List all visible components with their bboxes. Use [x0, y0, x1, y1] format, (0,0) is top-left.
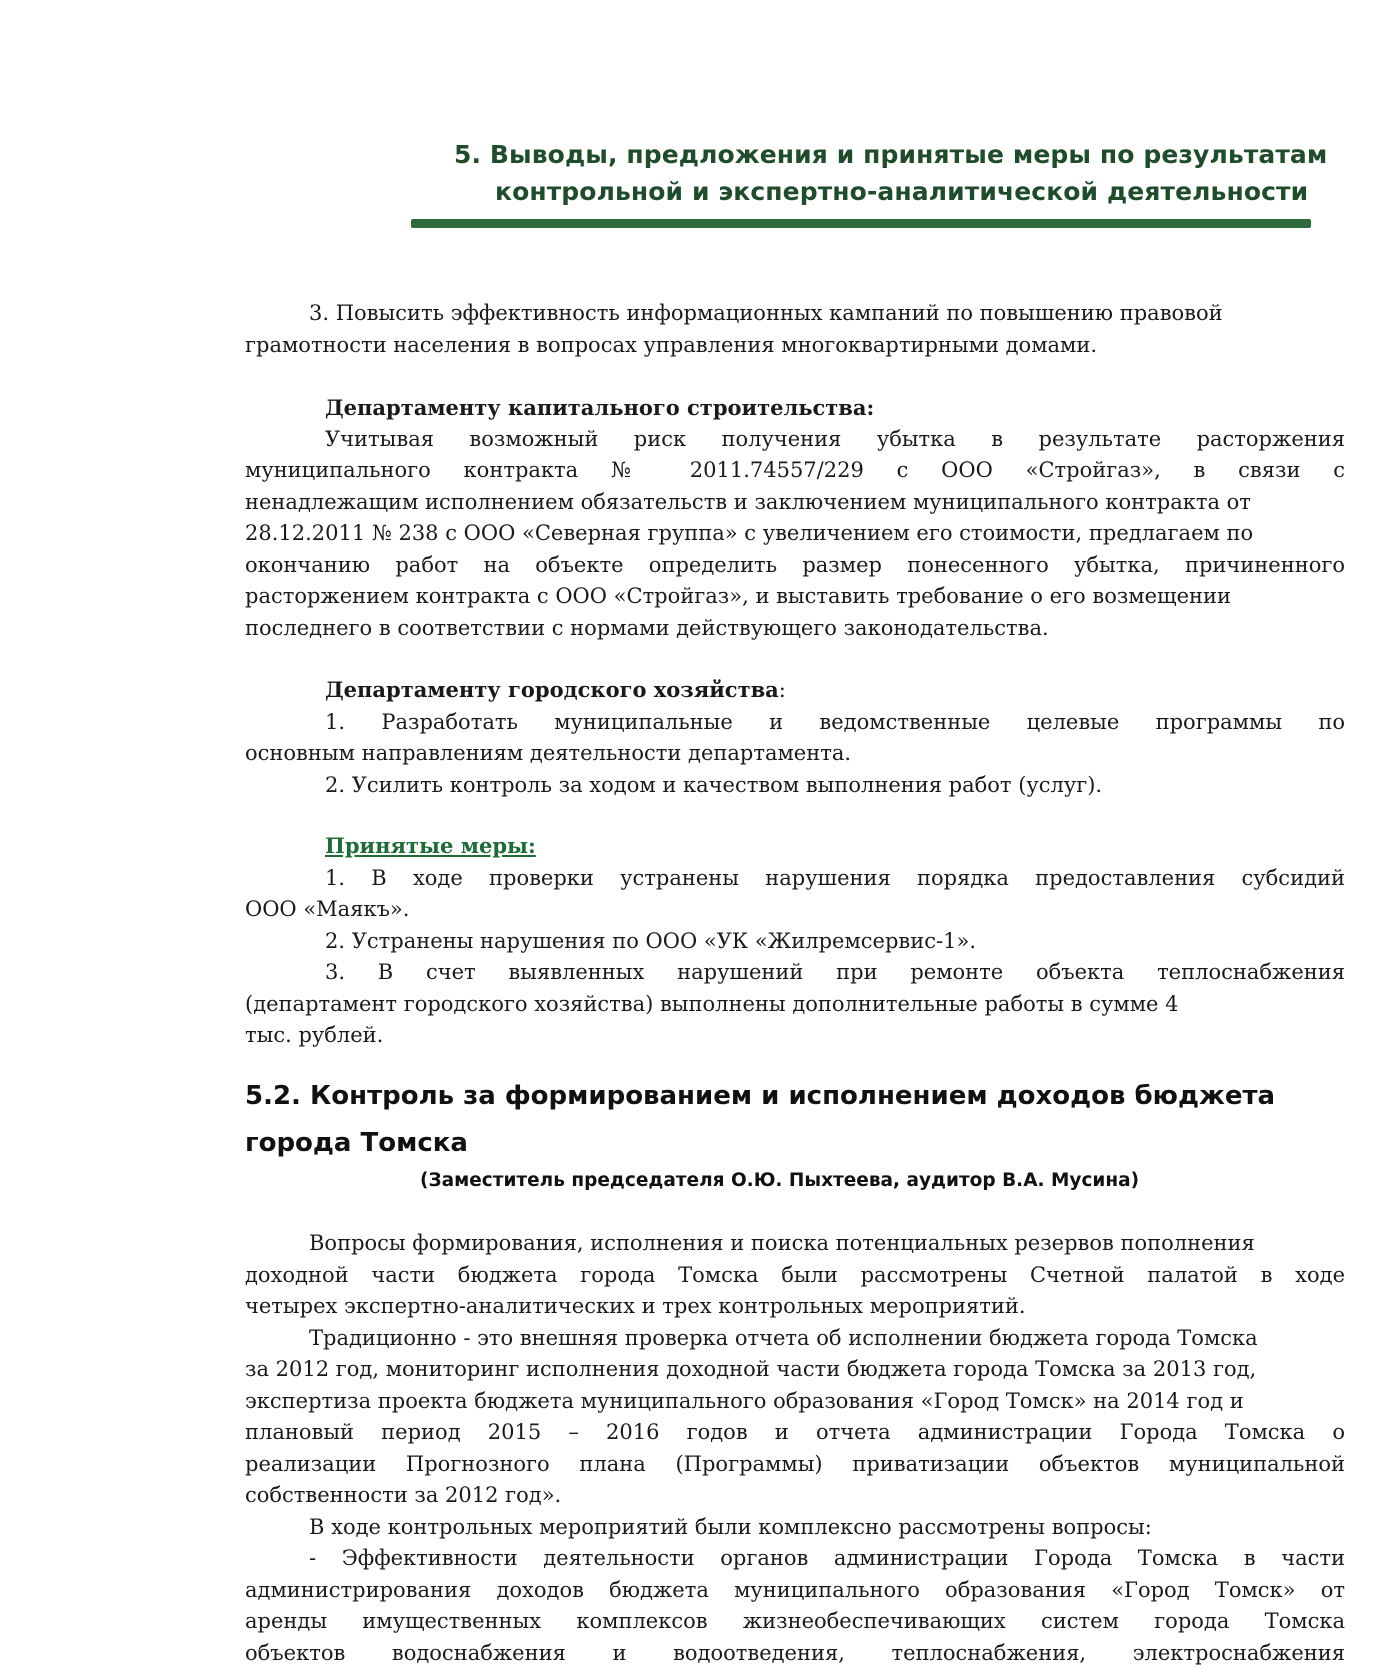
text-line: окончанию работ на объекте определить размер понесенного убытка, причиненного	[245, 550, 1345, 582]
text-line: 3. Повысить эффективность информационных кампаний по повышению правовой	[245, 298, 1345, 330]
text-line: 1. Разработать муниципальные и ведомственные целевые программы по	[245, 707, 1345, 739]
text-line: объектов водоснабжения и водоотведения, теплоснабжения, электроснабжения	[245, 1638, 1345, 1669]
text-line: последнего в соответствии с нормами действующего законодательства.	[245, 613, 1345, 645]
text-line: грамотности населения в вопросах управления многоквартирными домами.	[245, 330, 1345, 362]
text-line: 2. Усилить контроль за ходом и качеством выполнения работ (услуг).	[245, 770, 1345, 802]
text-line: расторжением контракта с ООО «Стройгаз», и выставить требование о его возмещении	[245, 581, 1345, 613]
department-heading-line	[245, 674, 1345, 707]
text-line: ООО «Маякъ».	[245, 894, 1345, 926]
text-line: Традиционно - это внешняя проверка отчета об исполнении бюджета города Томска	[245, 1323, 1345, 1355]
department-heading: Департаменту городского хозяйства	[325, 677, 779, 702]
text-line: ненадлежащим исполнением обязательств и заключением муниципального контракта от	[245, 487, 1345, 519]
measures-heading: Принятые меры:	[325, 833, 536, 858]
section-city-economy	[245, 674, 1345, 801]
text-line: четырех экспертно-аналитических и трех контрольных мероприятий.	[245, 1291, 1345, 1323]
text-line: В ходе контрольных мероприятий были комплексно рассмотрены вопросы:	[245, 1512, 1345, 1544]
chapter-title-line-1: 5. Выводы, предложения и принятые меры по результатам	[454, 140, 1354, 169]
section-measures-taken	[245, 830, 1345, 1052]
section-title: 5.2. Контроль за формированием и исполнением доходов бюджета города Томска	[245, 1073, 1295, 1167]
heading-colon: :	[779, 678, 786, 702]
department-heading: Департаменту капитального строительства:	[245, 392, 1345, 424]
text-line: тыс. рублей.	[245, 1020, 1345, 1052]
text-line: аренды имущественных комплексов жизнеобеспечивающих систем города Томска	[245, 1606, 1345, 1638]
text-line: 2. Устранены нарушения по ООО «УК «Жилремсервис-1».	[245, 926, 1345, 958]
text-line: за 2012 год, мониторинг исполнения доходной части бюджета города Томска за 2013 год,	[245, 1354, 1345, 1386]
text-line: 28.12.2011 № 238 с ООО «Северная группа» с увеличением его стоимости, предлагаем по	[245, 518, 1345, 550]
text-line: собственности за 2012 год».	[245, 1480, 1345, 1512]
section-capital-construction	[245, 392, 1345, 644]
text-line: реализации Прогнозного плана (Программы) приватизации объектов муниципальной	[245, 1449, 1345, 1481]
measures-heading-line	[245, 830, 1345, 863]
text-line: Вопросы формирования, исполнения и поиска потенциальных резервов пополнения	[245, 1228, 1345, 1260]
text-line: экспертиза проекта бюджета муниципального образования «Город Томск» на 2014 год и	[245, 1386, 1345, 1418]
text-line: администрирования доходов бюджета муниципального образования «Город Томск» от	[245, 1575, 1345, 1607]
text-line: плановый период 2015 – 2016 годов и отчета администрации Города Томска о	[245, 1417, 1345, 1449]
text-line: 1. В ходе проверки устранены нарушения порядка предоставления субсидий	[245, 863, 1345, 895]
paragraph-legal-literacy	[245, 298, 1345, 361]
text-line: основным направлениям деятельности департамента.	[245, 738, 1345, 770]
header-divider	[411, 219, 1311, 228]
text-line: доходной части бюджета города Томска были рассмотрены Счетной палатой в ходе	[245, 1260, 1345, 1292]
text-line: 3. В счет выявленных нарушений при ремонте объекта теплоснабжения	[245, 957, 1345, 989]
section-budget-revenue-body	[245, 1228, 1345, 1669]
text-line: муниципального контракта № 2011.74557/229 с ООО «Стройгаз», в связи с	[245, 455, 1345, 487]
chapter-title-line-2: контрольной и экспертно-аналитической деятельности	[495, 177, 1395, 206]
text-line: - Эффективности деятельности органов администрации Города Томска в части	[245, 1543, 1345, 1575]
text-line: Учитывая возможный риск получения убытка в результате расторжения	[245, 424, 1345, 456]
text-line: (департамент городского хозяйства) выполнены дополнительные работы в сумме 4	[245, 989, 1345, 1021]
section-authors: (Заместитель председателя О.Ю. Пыхтеева, аудитор В.А. Мусина)	[420, 1170, 1139, 1191]
